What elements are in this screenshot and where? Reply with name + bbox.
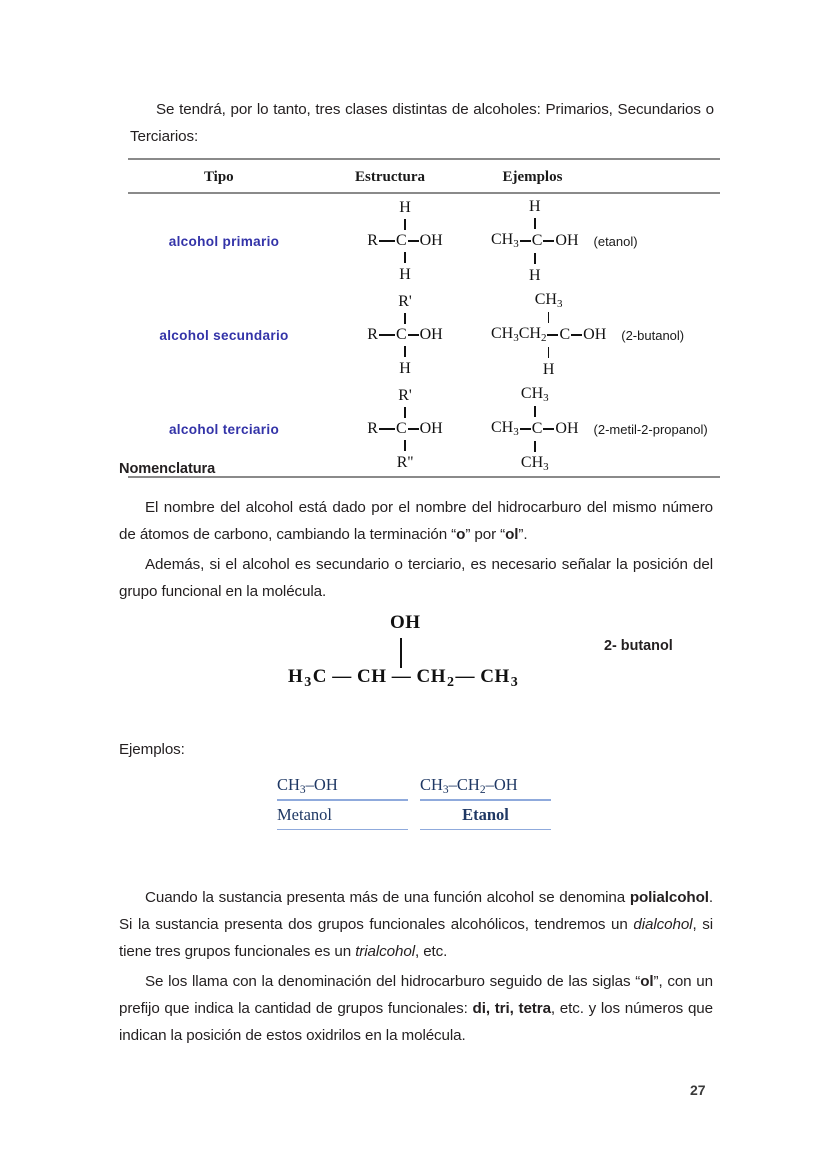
closing-p1-part-g: , etc. <box>414 943 448 960</box>
chain-segment-4: CH <box>416 666 447 687</box>
chain-segment-4-subscript: 2 <box>447 675 455 690</box>
bond-horizontal-right <box>543 240 554 242</box>
atom-right: OH <box>583 326 607 343</box>
bond-vertical-down <box>534 253 536 264</box>
atom-top: R' <box>398 386 412 404</box>
bond-horizontal-left <box>379 428 395 430</box>
formula-part-a: CH <box>277 775 300 794</box>
page-number: 27 <box>690 1082 706 1098</box>
bond-vertical-down <box>534 441 536 452</box>
ejemplo-card-etanol <box>420 775 551 830</box>
bond-horizontal-right <box>543 428 554 430</box>
nomenclatura-p1-part-e: ”. <box>518 526 528 543</box>
atom-left: R <box>367 420 378 437</box>
atom-center: C <box>395 420 407 437</box>
structural-formula <box>366 387 443 471</box>
closing-paragraph-1 <box>119 884 713 965</box>
atom-center: C <box>559 326 571 343</box>
row-type-label: alcohol secundario <box>159 327 289 343</box>
atom-center: C <box>531 420 543 437</box>
formula-part-d: –OH <box>485 775 518 794</box>
row-type-label: alcohol primario <box>168 233 280 249</box>
atom-center: C <box>395 326 407 343</box>
bond-vertical-up <box>548 312 550 323</box>
formula-part-b: –CH <box>448 775 480 794</box>
atom-top: H <box>528 197 541 215</box>
structural-formula <box>366 293 443 377</box>
bond-vertical-down <box>404 346 406 357</box>
formula-part-b: –OH <box>305 775 338 794</box>
bond-horizontal-left <box>379 240 395 242</box>
example-name: (etanol) <box>593 233 638 249</box>
intro-paragraph <box>130 96 714 150</box>
bond-horizontal-left <box>379 334 395 336</box>
row-structure-cell <box>320 387 490 471</box>
example-name: (2-metil-2-propanol) <box>593 421 708 437</box>
closing-p1-part-a: Cuando la sustancia presenta más de una función alcohol se denomina <box>145 889 630 906</box>
ejemplo-formula <box>420 775 551 799</box>
bond-vertical-up <box>534 218 536 229</box>
bond-vertical-up <box>404 219 406 230</box>
atom-bottom: H <box>399 359 411 377</box>
table-row <box>128 382 720 476</box>
chain-segment-1-subscript: 3 <box>304 675 312 690</box>
atom-center: C <box>395 232 407 249</box>
table-row <box>128 194 720 288</box>
atom-bottom: R'' <box>396 453 414 471</box>
atom-left: $CH_3CH_2$ <box>491 325 547 344</box>
chain-segment-5: CH <box>480 666 510 687</box>
nomenclatura-p1-part-a: El nombre del alcohol está dado por el nombre del hidrocarburo del mismo número de átomos de carbono, cambiando la terminación “ <box>119 499 713 543</box>
bond-vertical-down <box>404 252 406 263</box>
formula-subscript-a: 3 <box>299 784 306 796</box>
closing-p2-part-e: , etc. y los números que indican la posición de estos oxidrilos en la molécula. <box>119 1000 713 1044</box>
formula-subscript-c: 2 <box>479 784 486 796</box>
carbon-chain <box>288 666 519 691</box>
example-name: (2-butanol) <box>621 327 685 343</box>
closing-p1-bold-polialcohol: polialcohol <box>629 889 709 906</box>
row-structure-cell <box>320 199 490 283</box>
bond-horizontal-right <box>408 428 419 430</box>
nomenclatura-p1-bold-o: o <box>456 526 466 543</box>
ejemplos-table <box>277 775 551 830</box>
nomenclatura-p2-text: Además, si el alcohol es secundario o terciario, es necesario señalar la posición del grupo funcional en la molécula. <box>119 556 713 600</box>
example-formula <box>490 198 580 284</box>
nomenclatura-paragraph-1 <box>119 494 713 548</box>
table-row <box>128 288 720 382</box>
row-example-cell <box>490 386 720 472</box>
atom-bottom: H <box>542 360 555 378</box>
atom-top: $CH_3$ <box>520 384 549 404</box>
hydroxyl-group-label: OH <box>390 612 421 633</box>
nomenclatura-paragraph-2 <box>119 551 713 605</box>
atom-right: OH <box>419 326 443 343</box>
atom-right: OH <box>555 420 579 437</box>
closing-p1-part-c: . Si la sustancia presenta dos grupos funcionales alcohólicos, tendremos un <box>119 889 713 933</box>
ejemplo-formula <box>277 775 408 799</box>
table-bottom-rule <box>128 476 720 478</box>
column-header-estructura: Estructura <box>355 168 426 185</box>
atom-top: R' <box>398 292 412 310</box>
closing-p2-part-c: ”, con un prefijo que indica la cantidad de grupos funcionales: <box>119 973 713 1017</box>
example-formula <box>490 386 580 472</box>
closing-p2-part-a: Se los llama con la denominación del hidrocarburo seguido de las siglas “ <box>145 973 641 990</box>
closing-p1-italic-dialcohol: dialcohol <box>633 916 693 933</box>
divider-rule <box>420 829 551 831</box>
nomenclatura-p1-part-c: ” por “ <box>465 526 506 543</box>
bond-vertical-up <box>404 407 406 418</box>
column-header-tipo: Tipo <box>203 168 234 185</box>
section-heading-nomenclatura: Nomenclatura <box>119 461 216 477</box>
bond-dash-1: — <box>332 666 352 687</box>
bond-vertical-oh <box>400 638 402 668</box>
atom-top: $CH_3$ <box>534 290 563 310</box>
formula-subscript-a: 3 <box>442 784 449 796</box>
bond-horizontal-right <box>408 334 419 336</box>
bond-horizontal-right <box>408 240 419 242</box>
closing-p1-italic-trialcohol: trialcohol <box>355 943 415 960</box>
nomenclatura-p1-bold-ol: ol <box>505 526 519 543</box>
atom-bottom: H <box>399 265 411 283</box>
formula-part-a: CH <box>420 775 443 794</box>
ejemplos-label <box>119 736 419 763</box>
atom-bottom: H <box>528 266 541 284</box>
closing-p2-bold-ol: ol <box>640 973 654 990</box>
bond-vertical-down <box>548 347 550 358</box>
closing-paragraph-2 <box>119 968 713 1049</box>
closing-p1-part-e: , si tiene tres grupos funcionales es un <box>119 916 714 960</box>
atom-right: OH <box>555 232 579 249</box>
atom-left: R <box>367 326 378 343</box>
bond-dash-2: — <box>391 666 412 687</box>
bond-vertical-up <box>404 313 406 324</box>
butanol-name-label: 2- butanol <box>604 638 673 654</box>
chain-segment-3: CH <box>357 666 387 687</box>
atom-left: R <box>367 232 378 249</box>
ejemplo-card-metanol <box>277 775 408 830</box>
bond-horizontal-right <box>571 334 582 336</box>
atom-bottom: $CH_3$ <box>520 453 549 473</box>
ejemplos-label-text: Ejemplos: <box>119 741 185 758</box>
row-type-label: alcohol terciario <box>168 421 280 437</box>
bond-horizontal-left <box>520 240 531 242</box>
atom-left: $CH_3$ <box>491 231 519 250</box>
chain-segment-2: C <box>312 666 328 687</box>
atom-right: OH <box>419 232 443 249</box>
ejemplo-name: Metanol <box>277 804 332 824</box>
bond-vertical-down <box>404 440 406 451</box>
bond-horizontal-left <box>547 334 558 336</box>
chain-segment-1: H <box>288 666 304 687</box>
intro-text: Se tendrá, por lo tanto, tres clases distintas de alcoholes: Primarios, Secundarios o Terciarios: <box>130 101 714 145</box>
bond-horizontal-left <box>520 428 531 430</box>
row-structure-cell <box>320 293 490 377</box>
divider-rule <box>277 829 408 831</box>
atom-left: $CH_3$ <box>491 419 519 438</box>
alcohol-types-table <box>128 158 720 478</box>
chain-segment-5-subscript: 3 <box>510 675 519 690</box>
bond-vertical-up <box>534 406 536 417</box>
structural-formula <box>366 199 443 283</box>
table-header-row <box>128 160 720 192</box>
closing-p2-bold-prefixes: di, tri, tetra <box>472 1000 551 1017</box>
row-example-cell <box>490 198 720 284</box>
atom-center: C <box>531 232 543 249</box>
example-formula <box>490 292 607 378</box>
bond-dash-3: — <box>455 666 476 687</box>
column-header-ejemplos: Ejemplos <box>502 168 563 185</box>
atom-top: H <box>399 198 411 216</box>
ejemplo-name: Etanol <box>462 804 509 824</box>
row-example-cell <box>490 292 720 378</box>
atom-right: OH <box>419 420 443 437</box>
